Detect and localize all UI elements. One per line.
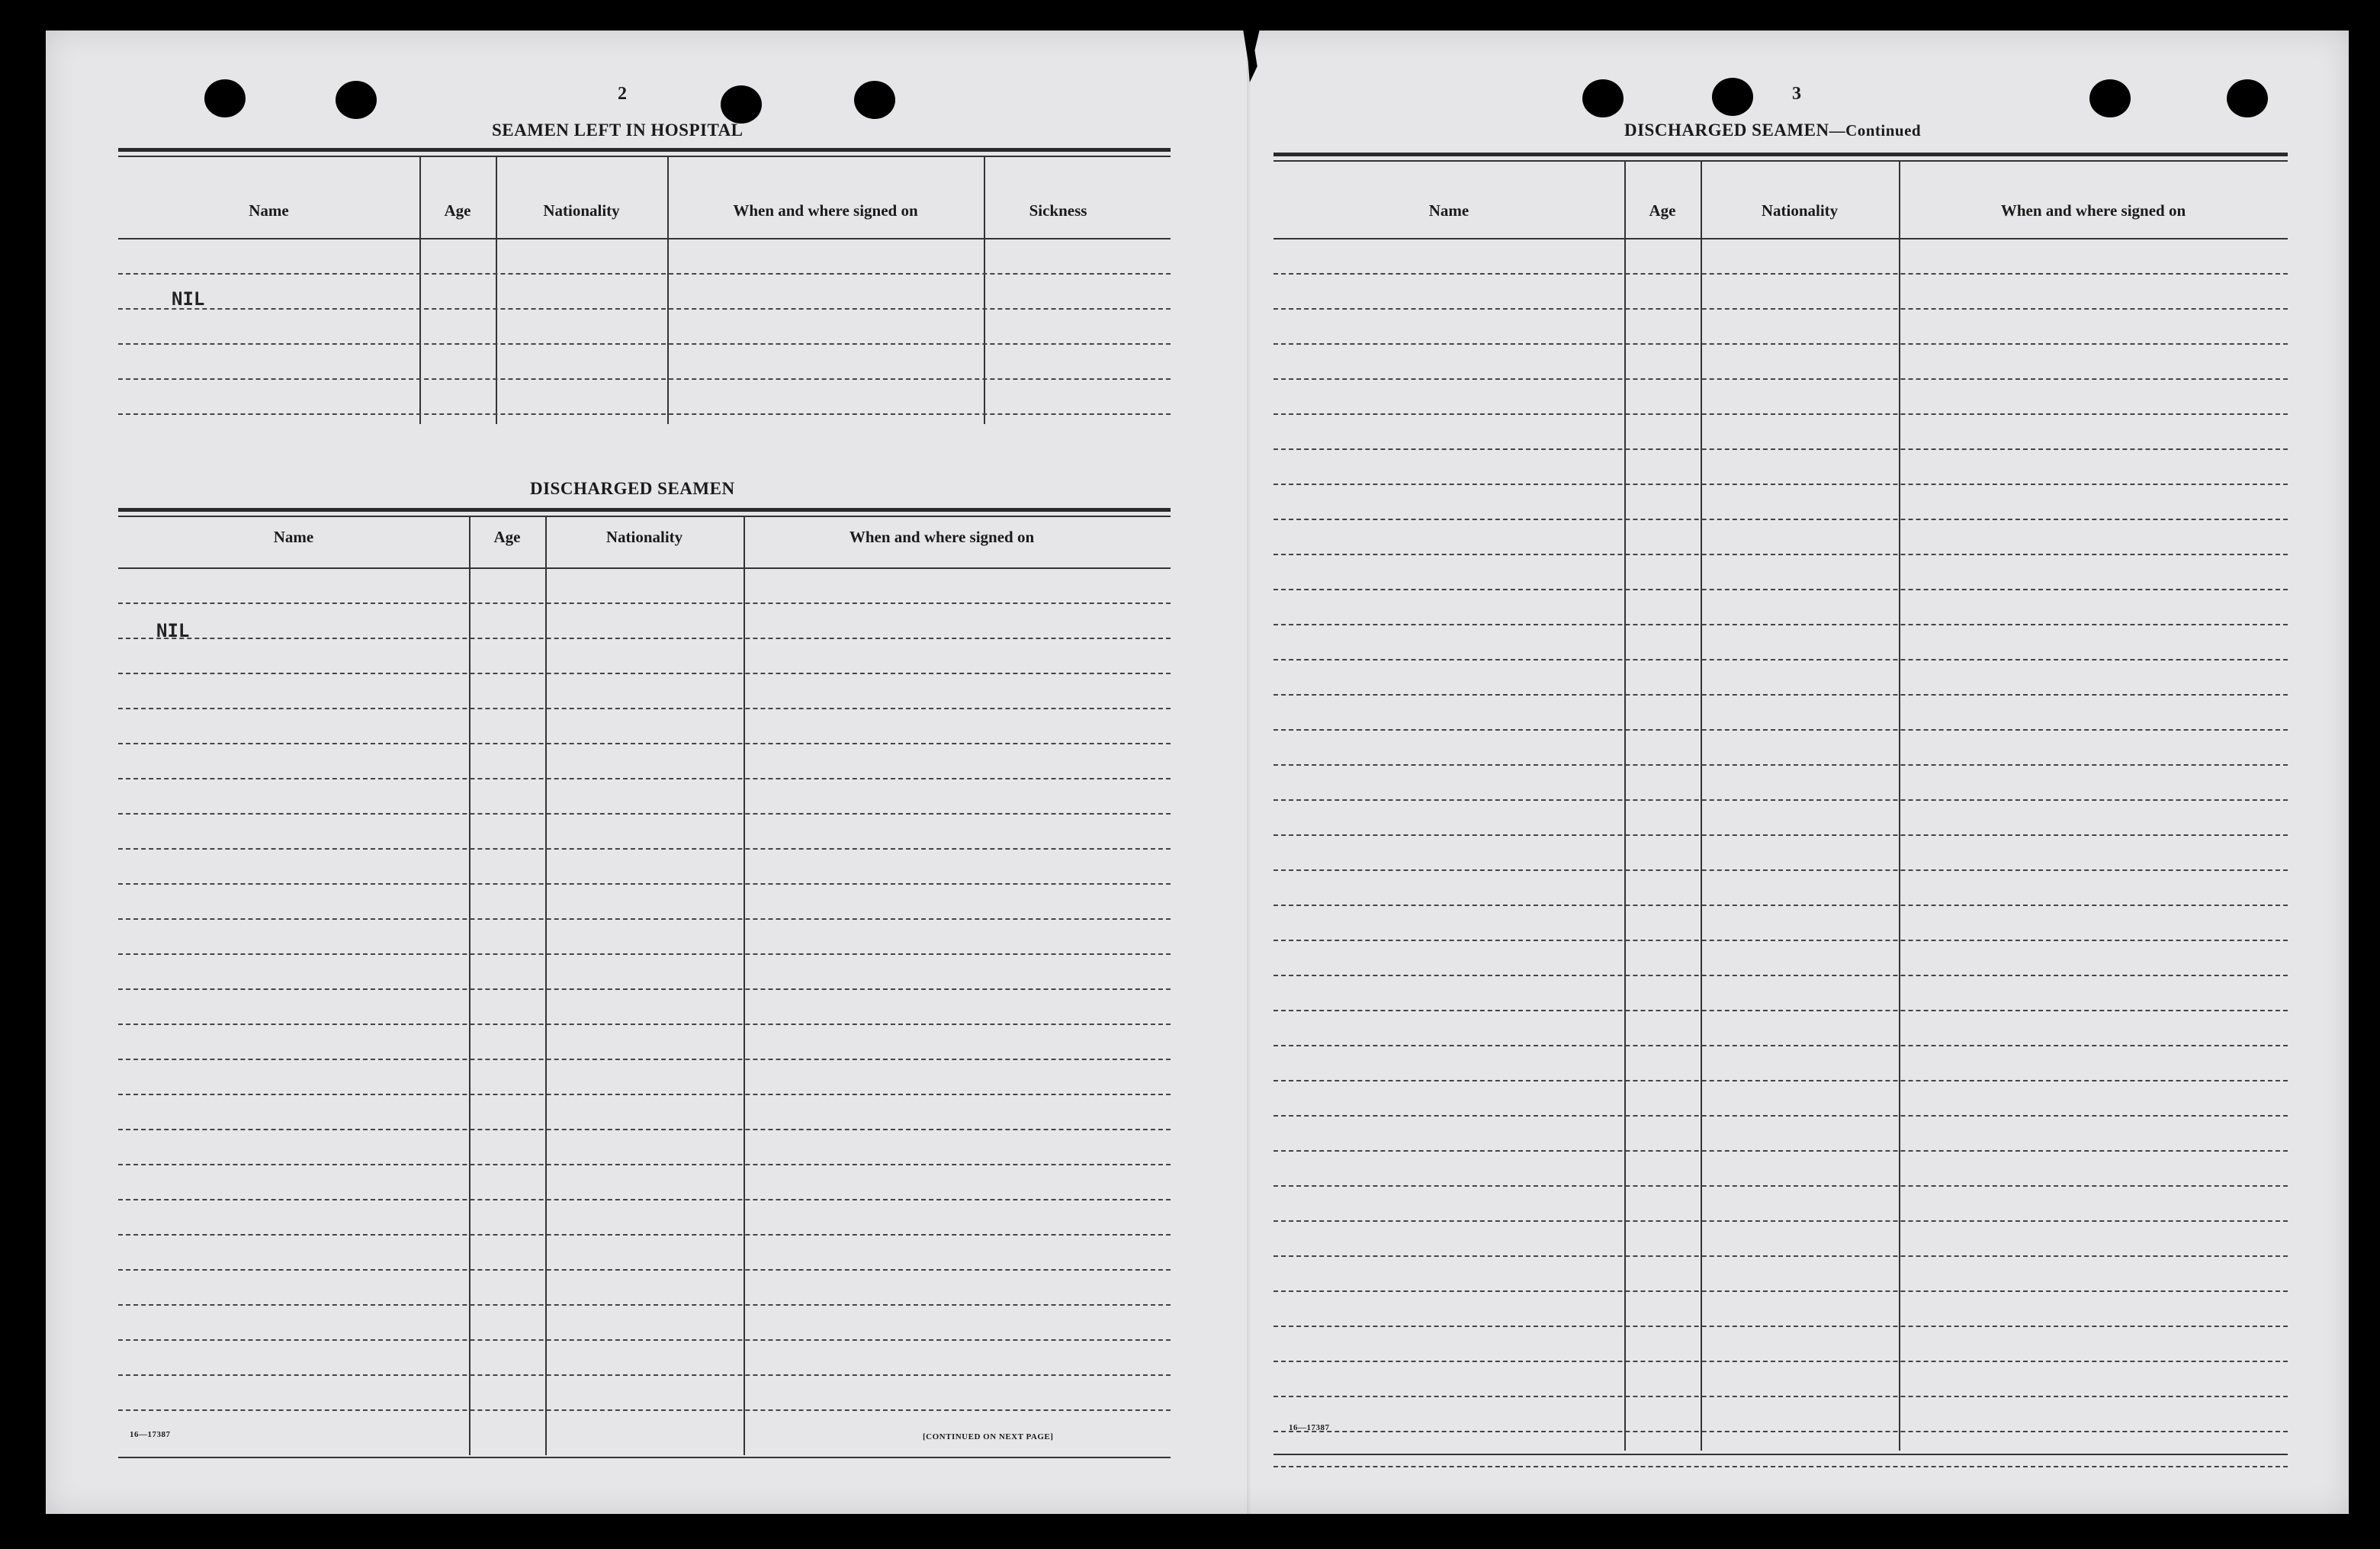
page-number-left: 2 (618, 84, 627, 104)
table-row (1274, 343, 2288, 345)
document-sheet (46, 31, 2349, 1514)
table-row (1274, 975, 2288, 976)
right-bottom-rule (1274, 1454, 2288, 1455)
table-row (1274, 764, 2288, 766)
table-row (118, 988, 1171, 990)
page-gutter (1247, 31, 1251, 1514)
column-header-age: Age (1649, 201, 1676, 220)
column-divider (984, 157, 985, 424)
table-row (118, 1339, 1171, 1341)
table-row (118, 1304, 1171, 1306)
hospital-top-rule (118, 148, 1171, 152)
table-row (118, 813, 1171, 815)
punch-hole (204, 79, 246, 117)
table-row (118, 378, 1171, 380)
column-header-age: Age (493, 528, 521, 546)
table-row (1274, 273, 2288, 275)
table-row (118, 1094, 1171, 1095)
table-row (1274, 1326, 2288, 1327)
column-divider (1899, 162, 1900, 1451)
column-header-signed-on: When and where signed on (849, 528, 1035, 546)
continued-top-rule (1274, 153, 2288, 156)
discharged-section-title: DISCHARGED SEAMEN (530, 479, 735, 498)
column-divider (419, 157, 421, 424)
table-row (118, 1164, 1171, 1165)
punch-hole (2227, 79, 2268, 117)
table-row (118, 273, 1171, 275)
column-header-name: Name (249, 201, 289, 220)
header-underline (118, 567, 1171, 569)
column-header-nationality: Nationality (605, 528, 683, 546)
table-row (1274, 624, 2288, 625)
table-row (118, 953, 1171, 955)
table-row (1274, 308, 2288, 310)
table-row (118, 638, 1171, 639)
table-row (1274, 1185, 2288, 1187)
hospital-section-title: SEAMEN LEFT IN HOSPITAL (492, 121, 744, 140)
table-row (118, 308, 1171, 310)
table-row (118, 1269, 1171, 1271)
table-row (118, 1024, 1171, 1025)
table-row (118, 1234, 1171, 1236)
column-divider (1701, 162, 1702, 1451)
table-row (118, 1059, 1171, 1060)
table-row (1274, 659, 2288, 660)
column-header-signed-on: When and where signed on (733, 201, 918, 220)
column-divider (469, 517, 471, 1455)
table-row (118, 743, 1171, 744)
table-row (1274, 1080, 2288, 1081)
table-row (118, 778, 1171, 779)
table-row (118, 883, 1171, 885)
continued-note: [CONTINUED ON NEXT PAGE] (923, 1432, 1054, 1441)
table-row (1274, 1361, 2288, 1362)
table-row (118, 343, 1171, 345)
punch-hole (1582, 79, 1624, 117)
table-row (1274, 729, 2288, 731)
table-row (1274, 1045, 2288, 1046)
hospital-table (118, 157, 1171, 424)
form-number-left: 16—17387 (130, 1430, 171, 1439)
discharged-continued-title (1624, 121, 1921, 140)
punch-hole (336, 81, 377, 119)
page-number-right: 3 (1792, 84, 1801, 104)
table-row (1274, 1220, 2288, 1222)
discharged-continued-table (1274, 162, 2288, 1451)
column-header-nationality: Nationality (1761, 201, 1839, 220)
table-row (1274, 519, 2288, 520)
header-underline (118, 238, 1171, 239)
table-row (118, 413, 1171, 415)
table-row (118, 708, 1171, 709)
table-row (1274, 448, 2288, 450)
column-header-signed-on: When and where signed on (2000, 201, 2186, 220)
table-row (1274, 1115, 2288, 1117)
header-underline (1274, 238, 2288, 239)
punch-hole (721, 85, 762, 124)
discharged-continued-title-main: DISCHARGED SEAMEN (1624, 121, 1829, 140)
column-header-age: Age (444, 201, 471, 220)
table-row (1274, 413, 2288, 415)
column-header-nationality: Nationality (543, 201, 620, 220)
table-row (1274, 694, 2288, 696)
table-row (1274, 589, 2288, 590)
punch-hole (2089, 79, 2131, 117)
discharged-table (118, 517, 1171, 1455)
column-header-name: Name (273, 528, 314, 546)
discharged-nil-entry: NIL (156, 620, 190, 641)
column-divider (744, 517, 745, 1455)
column-divider (496, 157, 497, 424)
table-row (1274, 378, 2288, 380)
table-row (1274, 1431, 2288, 1432)
table-row (1274, 1150, 2288, 1152)
table-row (1274, 799, 2288, 801)
table-row (118, 1374, 1171, 1376)
table-row (1274, 1396, 2288, 1397)
column-divider (667, 157, 669, 424)
discharged-top-rule (118, 508, 1171, 512)
punch-hole (854, 81, 895, 119)
table-row (118, 1129, 1171, 1130)
table-row (1274, 1255, 2288, 1257)
table-row (1274, 940, 2288, 941)
table-row (1274, 554, 2288, 555)
table-row (118, 918, 1171, 920)
table-row (1274, 484, 2288, 485)
table-row (1274, 1010, 2288, 1011)
table-row (118, 1409, 1171, 1411)
table-row (118, 1199, 1171, 1200)
table-row (118, 603, 1171, 604)
table-row (1274, 905, 2288, 906)
left-bottom-rule (118, 1457, 1171, 1458)
table-row (118, 673, 1171, 674)
hospital-nil-entry: NIL (172, 288, 205, 310)
form-number-right: 16—17387 (1289, 1423, 1330, 1432)
table-row (1274, 1290, 2288, 1292)
table-row (1274, 869, 2288, 871)
paper-tear (1243, 29, 1260, 82)
column-divider (545, 517, 547, 1455)
table-row (1274, 834, 2288, 836)
table-row (1274, 1466, 2288, 1467)
discharged-continued-title-suffix: —Continued (1829, 121, 1922, 140)
column-header-name: Name (1428, 201, 1469, 220)
punch-hole (1712, 78, 1753, 116)
table-row (118, 848, 1171, 850)
column-divider (1624, 162, 1626, 1451)
column-header-sickness: Sickness (1029, 201, 1087, 220)
